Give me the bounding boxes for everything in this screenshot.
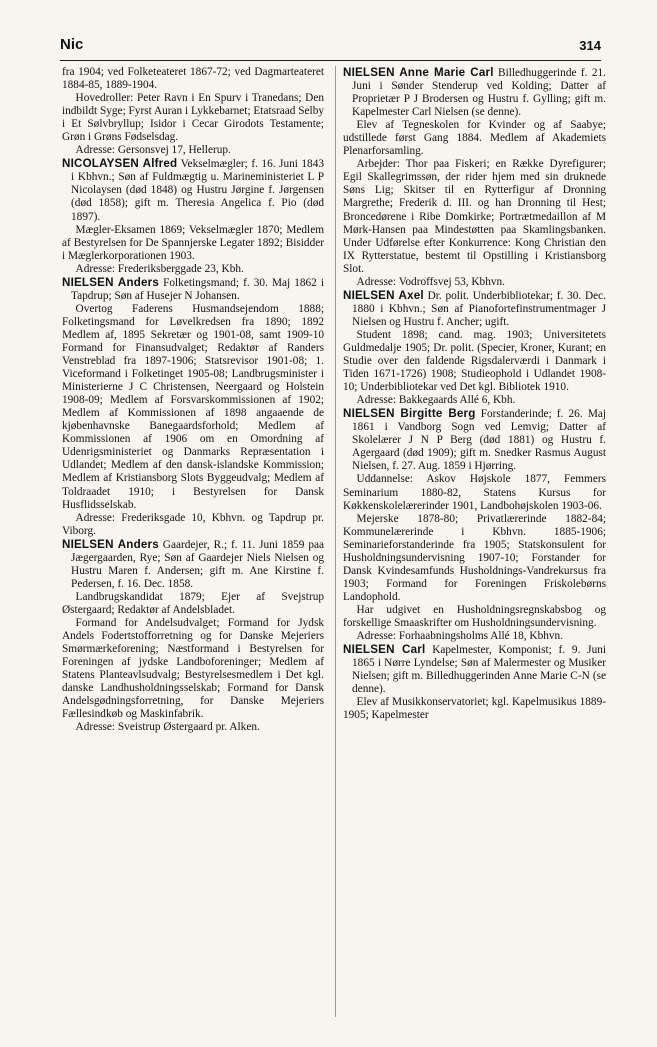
entry-text: Elev af Musikkonservatoriet; kgl. Kapelmusikus 1889-1905; Kapelmester [343,696,606,722]
entry-text: Uddannelse: Askov Højskole 1877, Femmers Seminarium 1880-82, Statens Kursus for Køkkenskolelærerinder 1901, Landbohøjskolen 1903-06. [343,473,606,512]
entry-text: Dr. polit. Underbibliotekar; f. 30. Dec. 1880 i Kbhvn.; Søn af Pianofortefinstrumentmager J Nielsen og Hustru f. Ancher; ugift. [352,289,607,328]
page-number: 314 [579,38,601,53]
entry-name: NIELSEN Anders [62,275,160,289]
entry-text: Kapelmester, Komponist; f. 9. Juni 1865 i Nørre Lyndelse; Søn af Malermester og Musiker Nielsen; gift m. Billedhuggerinden Anne Marie C-N (se denne). [352,644,607,696]
entry-nicolaysen-alfred [62,157,324,275]
entry-text: fra 1904; ved Folketeateret 1867-72; ved Dagmarteateret 1884-85, 1889-1904. [62,66,324,92]
entry-text: Formand for Andelsudvalget; Formand for Jydsk Andels Fodertstofforretning og for Danske Mejeriers Smørmærkeforening; Næstformand i Bestyrelsen for Foreningen af jydske Landboforeninger; Medlem af Statens Planteavlsudvalg; Bestyrelsesmedlem i Det kgl. danske Landhusholdningsselskab; Formand for Dansk Andelsgødningsforretning, for Danske Mejeriers Fællesindkøb og Maskinfabrik. [62,616,324,721]
entry-name: NIELSEN Birgitte Berg [343,407,476,421]
entry-address: Adresse: Vodroffsvej 53, Kbhvn. [356,275,505,288]
entry-address: Adresse: Sveistrup Østergaard pr. Alken. [75,721,260,734]
entry-name: NIELSEN Anders [62,537,159,551]
entry-text: Gaardejer, R.; f. 11. Juni 1859 paa Jægergaarden, Rye; Søn af Gaardejer Niels Nielsen og Hustru Maren f. Andersen; gift m. Ane Kirstine f. Pedersen, f. 16. Dec. 1858. [71,538,324,590]
entry-nielsen-anders-1 [62,276,324,538]
entry-nielsen-carl [343,643,606,722]
entry-text: Landbrugskandidat 1879; Ejer af Svejstrup Østergaard; Redaktør af Andelsbladet. [62,590,324,616]
entry-text: Elev af Tegneskolen for Kvinder og af Saabye; udstillede først Gang 1884. Medlem af Akademiets Plenarforsamling. [343,119,606,158]
entry-text: Forstanderinde; f. 26. Maj 1861 i Vandborg Sogn ved Lemvig; Datter af Skolelærer J N P Berg (død 1881) og Hustru f. Agergaard (død 1909); gift m. Snedker Rasmus August Nielsen, f. 27. Aug. 1859 i Hjørring. [352,408,607,473]
column-divider [335,66,336,1017]
entry-text: Hovedroller: Peter Ravn i En Spurv i Tranedans; Den indbildt Syge; Fyrst Auran i Lykkebarnet; Etatsraad Selby i Et Sølvbryllup; Isidor i Cecar Girodots Testamente; Grøn i Grøns Fødselsdag. [62,92,324,144]
entry-text: Mægler-Eksamen 1869; Vekselmægler 1870; Medlem af Bestyrelsen for De Spannjerske Legater 1892; Bisidder i Mæglerkorporationen 1903. [62,223,324,262]
entry-name: NIELSEN Anne Marie Carl [343,66,494,79]
entry-text: Overtog Faderens Husmandsejendom 1888; Folketingsmand for Løvelkredsen fra 1890; 1892 Medlem af, 1895 Sekretær og 1901-08, samt 1909-10 Formand for Finansudvalget; Redaktør af Randers Venstreblad fra 1897-1906; Statsrevisor 1901-08; 1. Viceformand i Folketinget 1905-08; Landbrugsminister i Ministerierne J C Christensen, Neergaard og Holstein 1908-09; Medlem af Forsvarskommissionen af 1902; Medlem af Kommissionen af 1898 angaaende de kjøbenhavnske Banegaardsforhold; Medlem af Kommissionen af 1906 om en Omordning af Udenrigsministeriet og Danmarks Repræsentation i Udlandet; Medlem af den dansk-islandske Kommission; Medlem af Kristiansborg Slots Byggeudvalg; Medlem af Toldraadet 1910; i Bestyrelsen for Dansk Husflidsselskab. [62,302,324,511]
entry-nielsen-birgitte-berg [343,407,606,643]
entry-nielsen-axel [343,289,606,407]
entry-address: Adresse: Gersonsvej 17, Hellerup. [75,144,231,157]
entry-address: Adresse: Forhaabningsholms Allé 18, Kbhvn. [356,630,564,643]
entry-name: NICOLAYSEN Alfred [62,157,178,171]
entry-text: Arbejder: Thor paa Fiskeri; en Række Dyrefigurer; Egil Skallegrimssøn, der rider hjem med sin druknede Søns Lig; Skitser til en Rytterfigur af Dronning Margrethe; Frederik d. III. og han Dronning til Hest; Broncedørene i Ribe Domkirke; Portrætmedaillon af M Mørk-Hansen paa Mindestøtten paa Skamlingsbanken. Under Udførelse efter Konkurrence: Kong Christian den IX Rytterstatue, bestemt til Opstilling i Kristiansborg Slot. [343,158,606,275]
entry-text: Billedhuggerinde f. 21. Juni i Sønder Stenderup ved Kolding; Datter af Proprietær P J Brodersen og Hustru f. Gylling; gift m. Kapelmester Carl Nielsen (se denne). [352,67,606,119]
entry-name: NIELSEN Carl [343,643,426,657]
entry-text: Har udgivet en Husholdningsregnskabsbog og forskellige Smaaskrifter om Husholdningsundervisning. [343,603,606,629]
header-rule [60,60,601,61]
right-column [343,66,606,722]
entry-name: NIELSEN Axel [343,288,424,302]
entry-address: Adresse: Bakkegaards Allé 6, Kbh. [356,394,516,407]
entry-text: Folketingsmand; f. 30. Maj 1862 i Tapdrup; Søn af Husejer N Johansen. [71,276,325,302]
entry-nielsen-anders-2 [62,538,324,735]
running-head: Nic [60,36,84,53]
entry-nielsen-anne-marie-carl [343,66,606,289]
entry-address: Adresse: Frederiksberggade 23, Kbh. [75,262,244,275]
entry-continued [62,66,324,157]
page-header [60,36,601,56]
entry-text: Vekselmægler; f. 16. Juni 1843 i Kbhvn.; Søn af Fuldmægtig u. Marineministeriet L P Nicolaysen (død 1848) og Hustru Jørgine f. Jørgensen (død 1858); gift m. Theresia Angelica f. Pio (død 1897). [71,158,324,223]
left-column [62,66,324,734]
entry-text: Mejerske 1878-80; Privatlærerinde 1882-84; Kommunelærerinde i Kbhvn. 1885-1906; Seminarieforstanderinde fra 1905; Statskonsulent for Husholdningsundervisning 1907-10; Forstander for Dansk Kvindesamfunds Husholdnings-Vandrekursus fra 1903; Formand for Foreningen Friskolebørns Landophold. [343,512,606,603]
entry-address: Adresse: Frederiksgade 10, Kbhvn. og Tapdrup pr. Viborg. [62,511,324,537]
entry-text: Student 1898; cand. mag. 1903; Universitetets Guldmedalje 1905; Dr. polit. (Specier, Kroner, Kurant; en Studie over den faldende Rigsdalerværdi i Danmark i Tiden 1671-1726) 1908; Studieophold i Udlandet 1908-10; Underbibliotekar ved Det kgl. Bibliotek 1910. [343,328,606,394]
